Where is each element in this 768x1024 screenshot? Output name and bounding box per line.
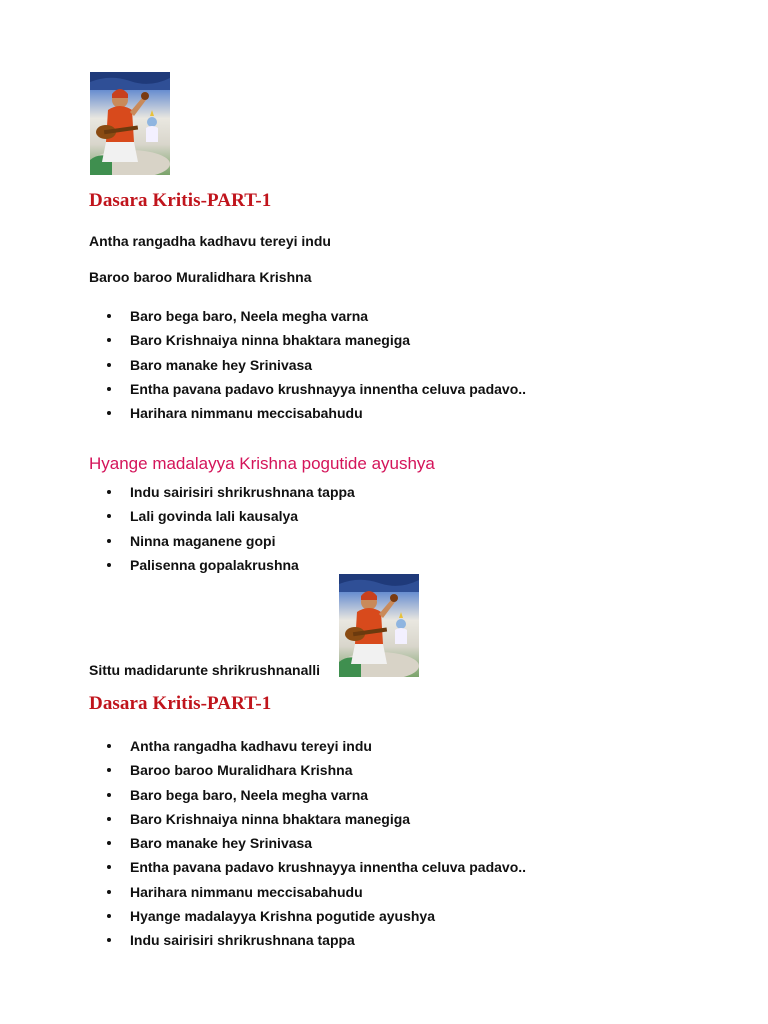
bullet-list-2 xyxy=(130,482,355,579)
section-heading-dasara-kritis: Dasara Kritis-PART-1 xyxy=(89,190,272,211)
list-item: Baro manake hey Srinivasa xyxy=(130,833,526,857)
section-heading-hyange-madalayya: Hyange madalayya Krishna pogutide ayushya xyxy=(89,454,435,473)
list-item: Entha pavana padavo krushnayya innentha celuva padavo.. xyxy=(130,379,526,403)
list-item: Palisenna gopalakrushna xyxy=(130,555,355,579)
paragraph-antha-rangadha: Antha rangadha kadhavu tereyi indu xyxy=(89,233,331,249)
saint-painting-image xyxy=(339,574,419,677)
list-item: Baro Krishnaiya ninna bhaktara manegiga xyxy=(130,809,526,833)
list-item: Hyange madalayya Krishna pogutide ayushya xyxy=(130,906,526,930)
saint-painting-icon xyxy=(90,72,170,175)
list-item: Lali govinda lali kausalya xyxy=(130,506,355,530)
paragraph-baroo-baroo: Baroo baroo Muralidhara Krishna xyxy=(89,269,312,285)
list-item: Baroo baroo Muralidhara Krishna xyxy=(130,760,526,784)
bullet-list-3 xyxy=(130,736,526,955)
list-item: Harihara nimmanu meccisabahudu xyxy=(130,403,526,427)
list-item: Baro bega baro, Neela megha varna xyxy=(130,306,526,330)
list-item: Baro manake hey Srinivasa xyxy=(130,355,526,379)
list-item: Indu sairisiri shrikrushnana tappa xyxy=(130,930,526,954)
list-item: Baro Krishnaiya ninna bhaktara manegiga xyxy=(130,330,526,354)
list-item: Entha pavana padavo krushnayya innentha celuva padavo.. xyxy=(130,857,526,881)
list-item: Indu sairisiri shrikrushnana tappa xyxy=(130,482,355,506)
saint-painting-image xyxy=(90,72,170,175)
list-item: Harihara nimmanu meccisabahudu xyxy=(130,882,526,906)
list-item: Ninna maganene gopi xyxy=(130,531,355,555)
saint-painting-icon xyxy=(339,574,419,677)
paragraph-sittu-madidarunte: Sittu madidarunte shrikrushnanalli xyxy=(89,662,321,678)
list-item: Antha rangadha kadhavu tereyi indu xyxy=(130,736,526,760)
list-item: Baro bega baro, Neela megha varna xyxy=(130,785,526,809)
bullet-list-1 xyxy=(130,306,526,427)
section-heading-dasara-kritis: Dasara Kritis-PART-1 xyxy=(89,693,272,714)
